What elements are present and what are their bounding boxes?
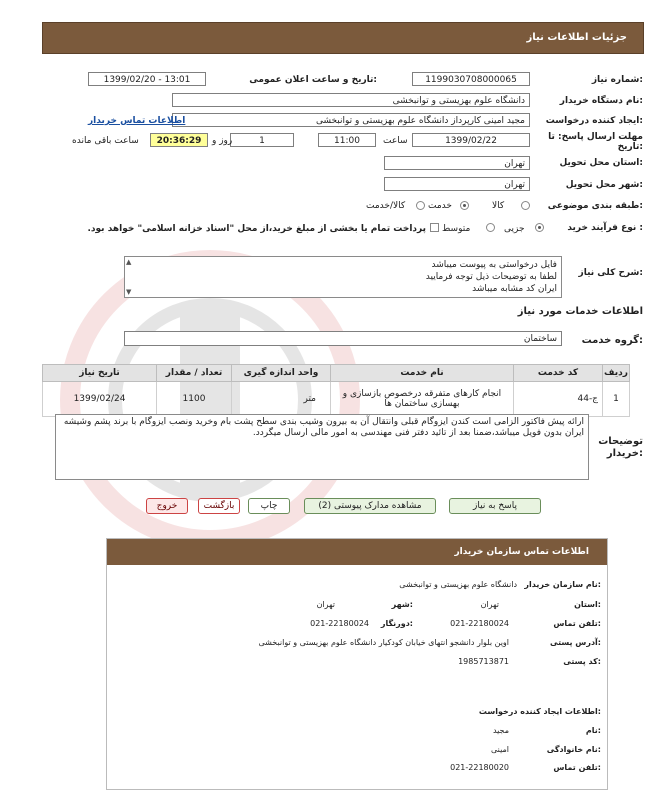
province-field: تهران — [384, 156, 530, 170]
contact-fax-value: 021-22180024 — [310, 619, 369, 628]
contact-fax-label: دورنگار: — [380, 619, 413, 628]
payment-checkbox[interactable] — [430, 223, 439, 232]
contact-postal-value: 1985713871 — [458, 657, 509, 666]
scroll-down-icon[interactable]: ▼ — [126, 288, 132, 296]
buyer-org-field: دانشگاه علوم بهزیستی و توانبخشی — [172, 93, 530, 107]
category-radio-goods[interactable] — [521, 201, 530, 210]
buyer-notes-field: ارائه پیش فاکتور الزامی است کندن ایزوگام قبلی وانتقال آن به بیرون وشیب بندی سطح پشت بام وخرید ونصب ایزوگام با برند پشم وشیشه ایران بدون فویل میباشد،ضمنا بعد از تائید دفتر فنی مهندسی به امور مالی ارسال میگردد. — [55, 414, 589, 480]
print-button[interactable]: چاپ — [248, 498, 290, 514]
category-radio-service[interactable] — [460, 201, 469, 210]
remaining-label: ساعت باقی مانده — [72, 136, 139, 146]
services-table — [42, 364, 630, 417]
page-header — [42, 22, 644, 54]
cell-unit: متر — [232, 382, 331, 417]
category-option-both: کالا/خدمت — [366, 201, 406, 211]
purchase-radio-medium[interactable] — [486, 223, 495, 232]
contact-panel-title: اطلاعات تماس سازمان خریدار — [454, 547, 589, 557]
col-unit: واحد اندازه گیری — [232, 365, 331, 382]
remaining-time-field: 20:36:29 — [150, 133, 208, 147]
category-radio-both[interactable] — [416, 201, 425, 210]
col-qty: تعداد / مقدار — [157, 365, 232, 382]
purchase-option-minor: جزیی — [504, 224, 525, 234]
summary-line: ایران کد مشابه میباشد — [472, 284, 557, 294]
deadline-time-field: 11:00 — [318, 133, 376, 147]
announce-label: تاریخ و ساعت اعلان عمومی: — [249, 75, 377, 85]
payment-note: پرداخت تمام یا بخشی از مبلغ خرید،از محل "اسناد خزانه اسلامی" خواهد بود. — [87, 224, 426, 234]
summary-label: شرح کلی نیاز: — [578, 268, 643, 278]
table-row — [43, 382, 630, 417]
days-field: 1 — [230, 133, 294, 147]
contact-org-label: نام سازمان خریدار: — [524, 580, 601, 589]
service-group-label: گروه خدمت: — [581, 335, 643, 346]
creator-field: مجید امینی کارپرداز دانشگاه علوم بهزیستی و توانبخشی — [172, 113, 530, 127]
city-label: شهر محل تحویل: — [565, 180, 643, 190]
col-date: تاریخ نیاز — [43, 365, 157, 382]
need-number-label: شماره نیاز: — [591, 75, 643, 85]
contact-postal-label: کد پستی: — [563, 657, 601, 666]
days-label: روز و — [212, 136, 233, 146]
summary-line: لطفا به توضیحات ذیل توجه فرمایید — [425, 272, 557, 282]
purchase-option-medium: متوسط — [442, 224, 471, 234]
exit-button[interactable]: خروج — [146, 498, 188, 514]
scroll-up-icon[interactable]: ▲ — [126, 258, 132, 266]
contact-phone-value: 021-22180024 — [450, 619, 509, 628]
need-number-field: 1199030708000065 — [412, 72, 530, 86]
purchase-type-label: نوع فرآیند خرید : — [567, 223, 643, 233]
cell-code: ج-44 — [514, 382, 603, 417]
creator-last-value: امینی — [490, 745, 509, 754]
category-option-service: خدمت — [428, 201, 452, 211]
contact-address-value: اوین بلوار دانشجو انتهای خیابان کودکیار دانشگاه علوم بهزیستی و توانبخشی — [258, 638, 509, 647]
col-row: ردیف — [603, 365, 630, 382]
deadline-date-field: 1399/02/22 — [412, 133, 530, 147]
summary-field — [124, 256, 562, 298]
contact-city-value: تهران — [316, 600, 335, 609]
cell-row: 1 — [603, 382, 630, 417]
buyer-contact-link[interactable]: اطلاعات تماس خریدار — [88, 116, 186, 126]
creator-last-label: نام خانوادگی: — [546, 745, 601, 754]
back-button[interactable]: بازگشت — [198, 498, 240, 514]
creator-info-title: اطلاعات ایجاد کننده درخواست: — [478, 707, 601, 716]
col-name: نام خدمت — [331, 365, 514, 382]
summary-line: فایل درخواستی به پیوست میباشد — [431, 260, 557, 270]
contact-province-label: استان: — [574, 600, 601, 609]
cell-qty: 1100 — [157, 382, 232, 417]
services-section-title: اطلاعات خدمات مورد نیاز — [517, 306, 643, 317]
contact-province-value: تهران — [480, 600, 499, 609]
col-code: کد خدمت — [514, 365, 603, 382]
creator-first-label: نام: — [585, 726, 601, 735]
city-field: تهران — [384, 177, 530, 191]
cell-name: انجام کارهای متفرقه درخصوص بازسازی و بهسازی ساختمان ها — [331, 382, 514, 417]
creator-phone-value: 021-22180020 — [450, 763, 509, 772]
buyer-org-label: نام دستگاه خریدار: — [559, 96, 643, 106]
cell-date: 1399/02/24 — [43, 382, 157, 417]
province-label: استان محل تحویل: — [559, 158, 643, 168]
category-label: طبقه بندی موضوعی: — [547, 201, 643, 211]
service-group-field: ساختمان — [124, 331, 562, 346]
contact-org-value: دانشگاه علوم بهزیستی و توانبخشی — [399, 580, 517, 589]
contact-phone-label: تلفن تماس: — [553, 619, 601, 628]
deadline-label: مهلت ارسال پاسخ: تا تاریخ: — [548, 132, 643, 152]
deadline-time-label: ساعت — [383, 136, 408, 146]
contact-panel-header — [107, 539, 607, 565]
reply-button[interactable]: پاسخ به نیاز — [449, 498, 541, 514]
creator-label: ایجاد کننده درخواست: — [545, 116, 643, 126]
creator-phone-label: تلفن تماس: — [553, 763, 601, 772]
purchase-radio-minor[interactable] — [535, 223, 544, 232]
creator-first-value: مجید — [492, 726, 509, 735]
attachments-button[interactable]: مشاهده مدارک پیوستی (2) — [304, 498, 436, 514]
contact-address-label: آدرس پستی: — [550, 638, 601, 647]
page-title: جزئیات اطلاعات نیاز — [526, 32, 627, 43]
category-option-goods: کالا — [492, 201, 505, 211]
table-header-row — [43, 365, 630, 382]
contact-city-label: شهر: — [391, 600, 413, 609]
buyer-contact-panel — [106, 538, 608, 790]
announce-field: 1399/02/20 - 13:01 — [88, 72, 206, 86]
buyer-notes-label: توضیحات خریدار: — [598, 436, 643, 459]
